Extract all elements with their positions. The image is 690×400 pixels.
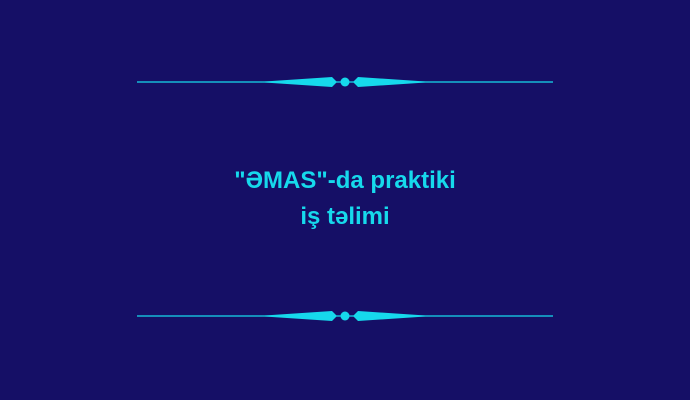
page-title-line-1: "ƏMAS"-da praktiki — [234, 167, 456, 194]
left-diamond-ornament — [257, 77, 337, 87]
ornament-divider-top — [137, 74, 553, 90]
left-diamond-ornament — [257, 311, 337, 321]
ornament-divider-bottom-graphic — [137, 308, 553, 324]
page-title — [0, 163, 690, 235]
ornament-divider-top-graphic — [137, 74, 553, 90]
center-dot-ornament — [341, 78, 350, 87]
center-dot-ornament — [341, 312, 350, 321]
right-diamond-ornament — [353, 77, 433, 87]
page-title-line-2: iş təlimi — [300, 203, 390, 230]
right-diamond-ornament — [353, 311, 433, 321]
ornament-divider-bottom — [137, 308, 553, 324]
